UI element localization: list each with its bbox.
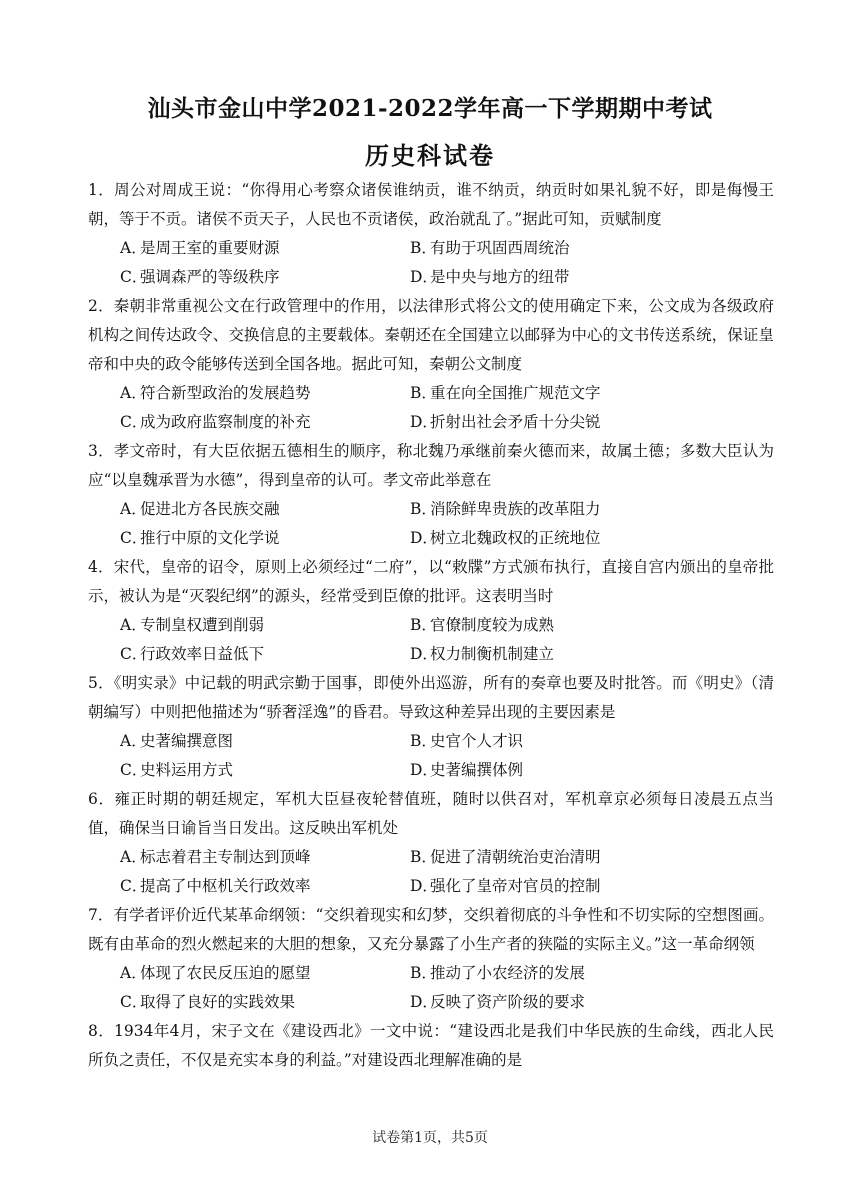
- option-group: [88, 495, 774, 553]
- option-label: C．: [120, 529, 148, 547]
- answer-option: [120, 234, 410, 263]
- question-item: [88, 437, 774, 553]
- option-label: C．: [120, 413, 148, 431]
- question-stem: 1．周公对周成王说：“你得用心考察众诸侯谁纳贡，谁不纳贡，纳贡时如果礼貌不好，即是侮慢王朝，等于不贡。诸侯不贡天子，人民也不贡诸侯，政治就乱了。”据此可知，贡赋制度: [88, 181, 774, 228]
- option-text: 折射出社会矛盾十分尖锐: [430, 413, 601, 431]
- option-label: A．: [120, 500, 147, 518]
- option-text: 官僚制度较为成熟: [430, 616, 555, 634]
- option-text: 重在向全国推广规范文字: [430, 384, 601, 402]
- question-item: [88, 669, 774, 785]
- option-text: 成为政府监察制度的补充: [140, 413, 311, 431]
- option-text: 推行中原的文化学说: [140, 529, 280, 547]
- page-footer: 试卷第1页，共5页: [372, 1130, 488, 1146]
- option-text: 树立北魏政权的正统地位: [430, 529, 601, 547]
- answer-option: [410, 408, 700, 437]
- option-text: 史著编撰意图: [140, 732, 234, 750]
- option-label: A．: [120, 964, 147, 982]
- answer-option: [410, 263, 700, 292]
- question-item: [88, 553, 774, 669]
- option-label: A．: [120, 616, 147, 634]
- answer-option: [120, 872, 410, 901]
- answer-option: [410, 611, 700, 640]
- option-label: D．: [410, 268, 438, 286]
- option-text: 消除鲜卑贵族的改革阻力: [430, 500, 601, 518]
- option-label: B．: [410, 964, 437, 982]
- option-text: 是中央与地方的纽带: [430, 268, 570, 286]
- option-text: 史官个人才识: [430, 732, 524, 750]
- question-stem: 5．《明实录》中记载的明武宗勤于国事，即使外出巡游，所有的奏章也要及时批答。而《明史》（清朝编写）中则把他描述为“骄奢淫逸”的昏君。导致这种差异出现的主要因素是: [88, 674, 774, 721]
- option-label: C．: [120, 268, 148, 286]
- option-label: D．: [410, 645, 438, 663]
- answer-option: [120, 408, 410, 437]
- answer-option: [410, 495, 700, 524]
- option-text: 体现了农民反压迫的愿望: [140, 964, 311, 982]
- answer-option: [410, 727, 700, 756]
- option-label: D．: [410, 761, 438, 779]
- option-label: B．: [410, 732, 437, 750]
- option-text: 行政效率日益低下: [140, 645, 265, 663]
- option-label: D．: [410, 413, 438, 431]
- option-text: 标志着君主专制达到顶峰: [140, 848, 311, 866]
- option-group: [88, 959, 774, 1017]
- answer-option: [120, 756, 410, 785]
- option-label: C．: [120, 645, 148, 663]
- option-label: B．: [410, 616, 437, 634]
- question-item: [88, 901, 774, 1017]
- answer-option: [410, 379, 700, 408]
- option-text: 强调森严的等级秩序: [140, 268, 280, 286]
- option-text: 促进北方各民族交融: [140, 500, 280, 518]
- option-label: A．: [120, 848, 147, 866]
- option-text: 强化了皇帝对官员的控制: [430, 877, 601, 895]
- option-label: C．: [120, 993, 148, 1011]
- question-item: [88, 1017, 774, 1075]
- question-stem: 2．秦朝非常重视公文在行政管理中的作用，以法律形式将公文的使用确定下来，公文成为各级政府机构之间传达政令、交换信息的主要载体。秦朝还在全国建立以邮驿为中心的文书传送系统，保证皇帝和中央的政令能够传送到全国各地。据此可知，秦朝公文制度: [88, 297, 774, 373]
- option-label: C．: [120, 877, 148, 895]
- option-label: A．: [120, 732, 147, 750]
- option-label: B．: [410, 239, 437, 257]
- exam-title: 汕头市金山中学2021-2022学年高一下学期期中考试: [147, 95, 713, 122]
- option-group: [88, 611, 774, 669]
- option-group: [88, 234, 774, 292]
- option-group: [88, 379, 774, 437]
- answer-option: [410, 843, 700, 872]
- answer-option: [120, 640, 410, 669]
- answer-option: [410, 959, 700, 988]
- option-label: A．: [120, 384, 147, 402]
- answer-option: [120, 524, 410, 553]
- question-stem: 7．有学者评价近代某革命纲领：“交织着现实和幻梦，交织着彻底的斗争性和不切实际的空想图画。既有由革命的烈火燃起来的大胆的想象，又充分暴露了小生产者的狭隘的实际主义。”这一革命纲领: [88, 906, 774, 953]
- question-item: [88, 176, 774, 292]
- option-label: D．: [410, 993, 438, 1011]
- option-text: 促进了清朝统治吏治清明: [430, 848, 601, 866]
- answer-option: [410, 872, 700, 901]
- option-text: 推动了小农经济的发展: [430, 964, 586, 982]
- option-group: [88, 727, 774, 785]
- option-text: 有助于巩固西周统治: [430, 239, 570, 257]
- answer-option: [410, 988, 700, 1017]
- option-text: 史著编撰体例: [430, 761, 524, 779]
- option-label: A．: [120, 239, 147, 257]
- option-label: B．: [410, 500, 437, 518]
- option-text: 取得了良好的实践效果: [140, 993, 296, 1011]
- answer-option: [120, 843, 410, 872]
- answer-option: [410, 756, 700, 785]
- question-stem: 6．雍正时期的朝廷规定，军机大臣昼夜轮替值班，随时以供召对，军机章京必须每日凌晨五点当值，确保当日谕旨当日发出。这反映出军机处: [88, 790, 774, 837]
- option-label: B．: [410, 848, 437, 866]
- answer-option: [120, 988, 410, 1017]
- option-label: B．: [410, 384, 437, 402]
- option-text: 专制皇权遭到削弱: [140, 616, 265, 634]
- option-label: C．: [120, 761, 148, 779]
- answer-option: [120, 727, 410, 756]
- option-label: D．: [410, 877, 438, 895]
- option-label: D．: [410, 529, 438, 547]
- answer-option: [410, 640, 700, 669]
- question-stem: 4．宋代，皇帝的诏令，原则上必须经过“二府”，以“敕牒”方式颁布执行，直接自宫内颁出的皇帝批示，被认为是“灭裂纪纲”的源头，经常受到臣僚的批评。这表明当时: [88, 558, 774, 605]
- option-text: 权力制衡机制建立: [430, 645, 555, 663]
- question-stem: 8．1934年4月，宋子文在《建设西北》一文中说：“建设西北是我们中华民族的生命线，西北人民所负之责任，不仅是充实本身的利益。”对建设西北理解准确的是: [88, 1022, 774, 1069]
- answer-option: [410, 524, 700, 553]
- answer-option: [410, 234, 700, 263]
- option-text: 史料运用方式: [140, 761, 234, 779]
- option-text: 符合新型政治的发展趋势: [140, 384, 311, 402]
- question-list: [88, 176, 774, 1075]
- option-text: 反映了资产阶级的要求: [430, 993, 586, 1011]
- answer-option: [120, 379, 410, 408]
- answer-option: [120, 495, 410, 524]
- answer-option: [120, 263, 410, 292]
- answer-option: [120, 611, 410, 640]
- question-item: [88, 292, 774, 437]
- option-text: 提高了中枢机关行政效率: [140, 877, 311, 895]
- answer-option: [120, 959, 410, 988]
- question-item: [88, 785, 774, 901]
- exam-subtitle: 历史科试卷: [365, 141, 495, 170]
- question-stem: 3．孝文帝时，有大臣依据五德相生的顺序，称北魏乃承继前秦火德而来，故属土德；多数大臣认为应“以皇魏承晋为水德”，得到皇帝的认可。孝文帝此举意在: [88, 442, 774, 489]
- option-group: [88, 843, 774, 901]
- option-text: 是周王室的重要财源: [140, 239, 280, 257]
